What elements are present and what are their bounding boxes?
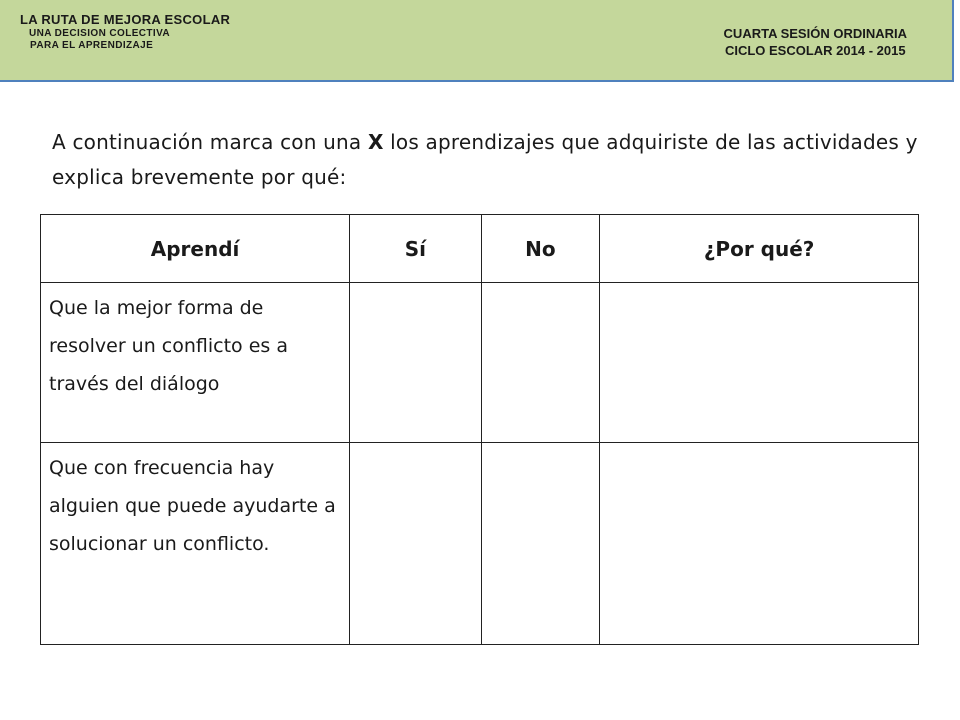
- por-que-cell[interactable]: [600, 443, 919, 645]
- header-banner: [0, 0, 954, 82]
- table-header-row: [41, 215, 919, 283]
- header-title: LA RUTA DE MEJORA ESCOLAR: [20, 12, 231, 27]
- header-subtitle-1: UNA DECISION COLECTIVA: [29, 28, 171, 39]
- header-por-que: ¿Por qué?: [600, 215, 919, 283]
- header-si: Sí: [350, 215, 481, 283]
- header-aprendi: Aprendí: [41, 215, 350, 283]
- no-cell[interactable]: [481, 443, 600, 645]
- aprendi-cell: Que con frecuencia hay alguien que puede ayudarte a solucionar un conflicto.: [41, 443, 350, 645]
- table-row: [41, 283, 919, 443]
- school-year-label: CICLO ESCOLAR 2014 - 2015: [724, 43, 906, 58]
- instructions-text: [52, 125, 932, 195]
- header-left-block: [20, 12, 230, 52]
- aprendi-cell: Que la mejor forma de resolver un conflicto es a través del diálogo: [41, 283, 350, 443]
- si-cell[interactable]: [350, 283, 481, 443]
- session-label: CUARTA SESIÓN ORDINARIA: [723, 26, 907, 41]
- header-subtitle-2: PARA EL APRENDIZAJE: [30, 40, 154, 51]
- instructions-before: A continuación marca con una: [52, 130, 368, 154]
- si-cell[interactable]: [350, 443, 481, 645]
- header-no: No: [481, 215, 600, 283]
- instructions-mark: X: [367, 130, 384, 154]
- instructions-after: los aprendizajes que adquiriste de las actividades y explica brevemente por qué:: [52, 130, 918, 189]
- no-cell[interactable]: [481, 283, 600, 443]
- table-row: [41, 443, 919, 645]
- por-que-cell[interactable]: [600, 283, 919, 443]
- learning-table: [40, 214, 919, 645]
- header-right-block: [724, 25, 907, 59]
